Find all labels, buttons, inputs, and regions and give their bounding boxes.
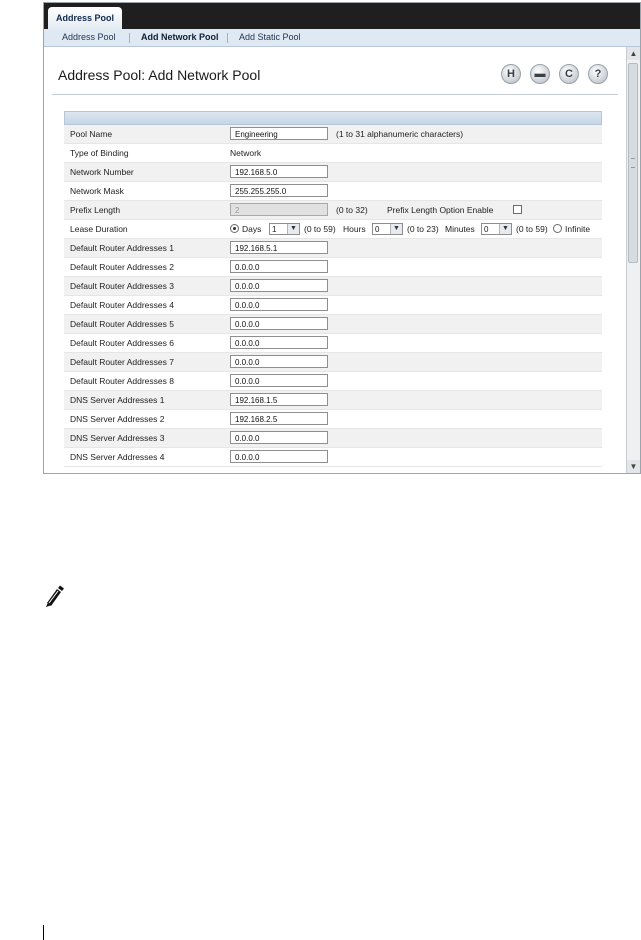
vertical-scrollbar[interactable] [626,47,640,473]
note-pencil-icon [44,584,68,608]
dns-server-2-input[interactable]: 192.168.2.5 [230,412,328,425]
field-label: DNS Server Addresses 3 [70,433,165,443]
subnav-divider [129,33,130,43]
row-pool-name [64,125,602,144]
print-icon: ▬ [534,68,546,80]
page-margin-rule [43,925,44,940]
tab-bar [44,3,640,29]
default-router-3-input[interactable]: 0.0.0.0 [230,279,328,292]
prefix-option-label: Prefix Length Option Enable [387,205,494,215]
form-header [64,111,602,125]
lease-infinite-radio[interactable] [553,224,562,233]
chevron-down-icon: ▼ [390,224,402,234]
scroll-up-icon[interactable]: ▲ [627,47,640,60]
lease-infinite-label: Infinite [565,224,591,234]
page-title: Address Pool: Add Network Pool [58,67,261,83]
row-dns-server-4 [64,448,602,467]
row-default-router-3 [64,277,602,296]
field-label: Default Router Addresses 6 [70,338,174,348]
row-default-router-7 [64,353,602,372]
pool-name-input[interactable]: Engineering [230,127,328,140]
row-default-router-5 [64,315,602,334]
row-default-router-8 [64,372,602,391]
refresh-button[interactable] [559,64,579,84]
scroll-thumb[interactable] [628,63,638,263]
select-value: 1 [272,225,277,234]
select-value: 0 [375,225,380,234]
dns-server-1-input[interactable]: 192.168.1.5 [230,393,328,406]
field-label: Default Router Addresses 4 [70,300,174,310]
help-button[interactable] [588,64,608,84]
save-icon: H [507,68,515,80]
lease-days-select[interactable] [269,223,300,235]
sub-navigation [44,29,640,47]
subtab-add-network-pool[interactable]: Add Network Pool [141,32,219,42]
subtab-address-pool[interactable]: Address Pool [62,32,116,42]
default-router-4-input[interactable]: 0.0.0.0 [230,298,328,311]
lease-minutes-hint: (0 to 59) [516,224,548,234]
prefix-option-checkbox[interactable] [513,205,522,214]
default-router-1-input[interactable]: 192.168.5.1 [230,241,328,254]
network-pool-form [64,111,602,467]
row-lease-duration [64,220,602,239]
field-label: Lease Duration [70,224,128,234]
prefix-length-input[interactable]: 2 [230,203,328,216]
field-label: Default Router Addresses 7 [70,357,174,367]
row-default-router-4 [64,296,602,315]
screenshot-frame [43,2,641,474]
select-value: 0 [484,225,489,234]
network-mask-input[interactable]: 255.255.255.0 [230,184,328,197]
network-number-input[interactable]: 192.168.5.0 [230,165,328,178]
lease-days-hint: (0 to 59) [304,224,336,234]
row-type-of-binding [64,144,602,163]
row-network-number [64,163,602,182]
lease-hours-hint: (0 to 23) [407,224,439,234]
row-dns-server-2 [64,410,602,429]
row-prefix-length [64,201,602,220]
row-default-router-6 [64,334,602,353]
refresh-icon: C [565,68,573,80]
help-icon: ? [594,68,602,80]
row-default-router-1 [64,239,602,258]
prefix-length-hint: (0 to 32) [336,205,368,215]
default-router-5-input[interactable]: 0.0.0.0 [230,317,328,330]
scroll-grip-icon [631,158,635,168]
pool-name-hint: (1 to 31 alphanumeric characters) [336,129,464,139]
tab-address-pool[interactable]: Address Pool [48,7,122,29]
field-label: Network Mask [70,186,124,196]
default-router-7-input[interactable]: 0.0.0.0 [230,355,328,368]
subnav-divider [227,33,228,43]
field-label: Network Number [70,167,134,177]
row-network-mask [64,182,602,201]
field-label: Pool Name [70,129,113,139]
lease-minutes-label: Minutes [445,224,475,234]
scroll-down-icon[interactable]: ▼ [627,460,640,473]
lease-days-label: Days [242,224,262,234]
content-area [44,47,626,473]
binding-value: Network [230,148,262,158]
default-router-6-input[interactable]: 0.0.0.0 [230,336,328,349]
dns-server-4-input[interactable]: 0.0.0.0 [230,450,328,463]
row-dns-server-3 [64,429,602,448]
chevron-down-icon: ▼ [287,224,299,234]
field-label: Prefix Length [70,205,121,215]
subtab-add-static-pool[interactable]: Add Static Pool [239,32,301,42]
field-label: Default Router Addresses 8 [70,376,174,386]
field-label: DNS Server Addresses 2 [70,414,165,424]
dns-server-3-input[interactable]: 0.0.0.0 [230,431,328,444]
save-button[interactable] [501,64,521,84]
field-label: Default Router Addresses 3 [70,281,174,291]
print-button[interactable] [530,64,550,84]
lease-hours-select[interactable] [372,223,403,235]
row-default-router-2 [64,258,602,277]
default-router-2-input[interactable]: 0.0.0.0 [230,260,328,273]
field-label: Default Router Addresses 5 [70,319,174,329]
lease-minutes-select[interactable] [481,223,512,235]
row-dns-server-1 [64,391,602,410]
field-label: Type of Binding [70,148,129,158]
default-router-8-input[interactable]: 0.0.0.0 [230,374,328,387]
lease-days-radio[interactable] [230,224,239,233]
lease-hours-label: Hours [343,224,366,234]
chevron-down-icon: ▼ [499,224,511,234]
field-label: Default Router Addresses 2 [70,262,174,272]
field-label: DNS Server Addresses 1 [70,395,165,405]
title-divider [52,94,618,95]
field-label: Default Router Addresses 1 [70,243,174,253]
field-label: DNS Server Addresses 4 [70,452,165,462]
